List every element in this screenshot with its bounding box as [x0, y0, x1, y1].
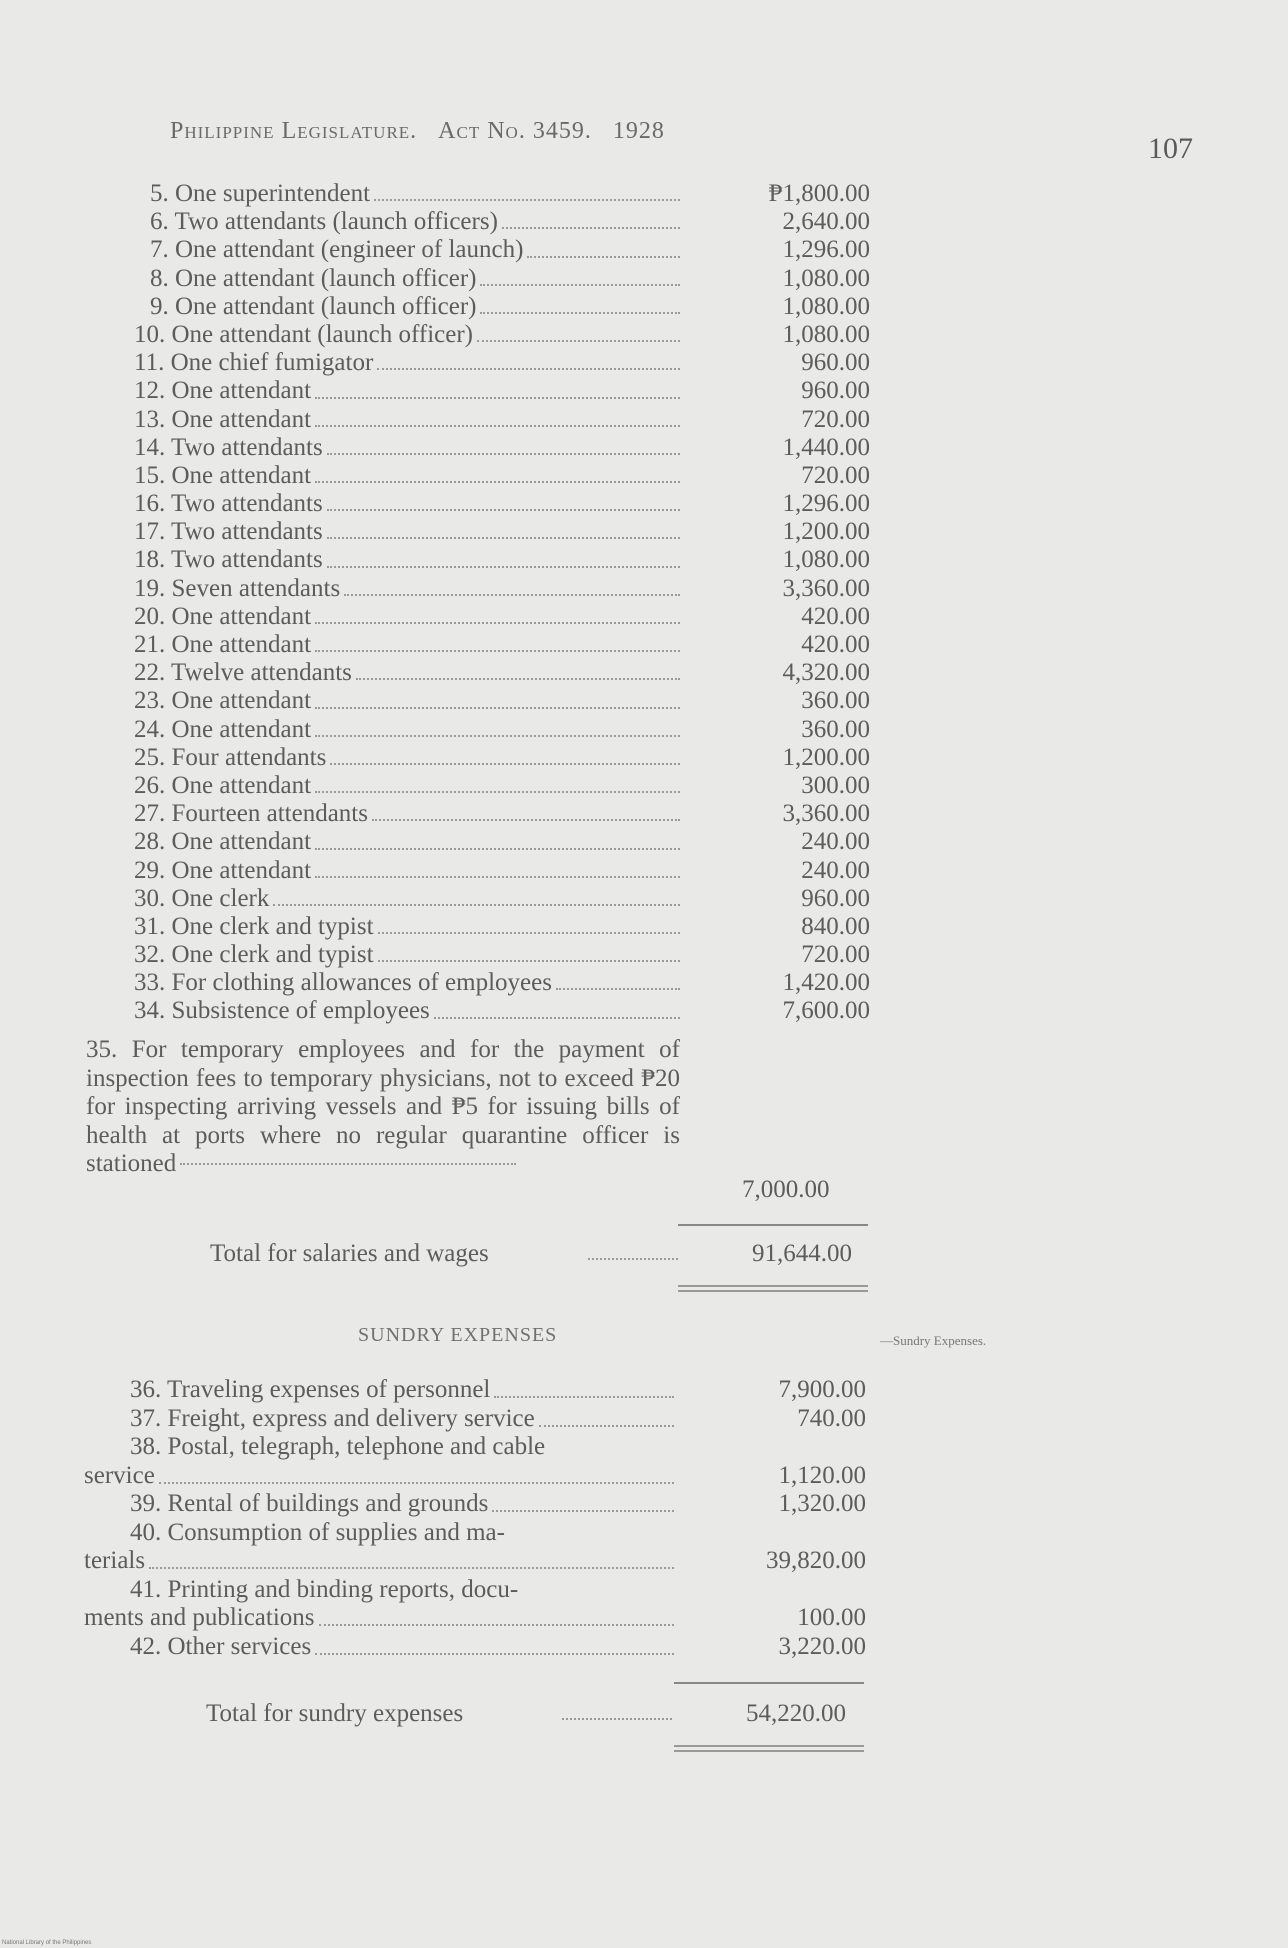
salary-row	[0, 800, 1288, 828]
sundry-label: service	[84, 1461, 155, 1489]
total-salaries-label: Total for salaries and wages	[210, 1240, 489, 1267]
salary-row	[0, 462, 1288, 490]
dot-leader	[327, 565, 680, 568]
sundry-label: ments and publications	[84, 1604, 315, 1631]
salary-row	[0, 518, 1288, 546]
dot-leader	[315, 396, 680, 399]
salary-row	[0, 885, 1288, 913]
salary-items-list	[0, 180, 1288, 1026]
dot-leader	[372, 818, 680, 821]
running-header	[170, 118, 665, 145]
salary-label: 33. For clothing allowances of employees	[134, 969, 552, 997]
salary-row	[0, 828, 1288, 856]
salary-label: 34. Subsistence of employees	[134, 997, 430, 1025]
dot-leader	[539, 1424, 674, 1427]
sundry-label: 40. Consumption of supplies and ma-	[130, 1518, 505, 1546]
salary-row	[0, 716, 1288, 744]
salary-label: 8. One attendant (launch officer)	[150, 264, 477, 292]
dot-leader	[315, 480, 680, 483]
sundry-label: terials	[84, 1547, 146, 1574]
dot-leader	[149, 1566, 674, 1569]
margin-note: —Sundry Expenses.	[880, 1333, 987, 1348]
sundry-label: 36. Traveling expenses of personnel	[130, 1376, 491, 1403]
item-35-amount: 7,000.00	[742, 1176, 830, 1203]
salary-row	[0, 406, 1288, 434]
salary-amount: 1,080.00	[782, 320, 870, 348]
header-act: Act No. 3459.	[438, 118, 592, 144]
salary-amount: 1,296.00	[782, 236, 870, 264]
sundry-label: 37. Freight, express and delivery service	[130, 1404, 535, 1432]
dot-leader	[502, 226, 680, 229]
dot-leader	[494, 1395, 674, 1398]
salary-amount: 240.00	[801, 856, 870, 884]
dot-leader	[480, 283, 680, 286]
salary-row	[0, 603, 1288, 631]
total-sundry-label: Total for sundry expenses	[206, 1700, 464, 1727]
salary-label: 16. Two attendants	[134, 490, 323, 518]
salary-amount: 720.00	[801, 941, 870, 969]
header-title: Philippine Legislature.	[170, 118, 418, 144]
salary-row	[0, 913, 1288, 941]
dot-leader	[315, 621, 680, 624]
salary-row	[0, 434, 1288, 462]
salary-label: 31. One clerk and typist	[134, 912, 374, 940]
dot-leader	[273, 903, 680, 906]
salary-row	[0, 180, 1288, 208]
sundry-subtotal-rule	[674, 1682, 864, 1684]
salary-row	[0, 490, 1288, 518]
salary-row	[0, 687, 1288, 715]
salary-label: 24. One attendant	[134, 715, 312, 743]
dot-leader	[327, 452, 680, 455]
item-35-paragraph	[86, 1036, 680, 1179]
salary-label: 29. One attendant	[134, 856, 312, 884]
salary-row	[0, 575, 1288, 603]
salary-amount: 3,360.00	[782, 800, 870, 828]
dot-leader	[315, 1652, 674, 1655]
salary-row	[0, 997, 1288, 1025]
header-year: 1928	[612, 118, 665, 144]
dot-leader	[527, 255, 680, 258]
dot-leader	[319, 1623, 674, 1626]
salary-amount: 960.00	[801, 349, 870, 377]
salary-row	[0, 772, 1288, 800]
dot-leader	[315, 734, 680, 737]
salary-label: 28. One attendant	[134, 828, 312, 856]
salary-amount: 840.00	[801, 912, 870, 940]
page-number: 107	[1148, 132, 1193, 165]
salary-label: 14. Two attendants	[134, 433, 323, 461]
salary-row	[0, 941, 1288, 969]
salary-amount: 420.00	[801, 631, 870, 658]
dot-leader	[378, 959, 680, 962]
total-salaries-leader	[588, 1258, 678, 1260]
salary-amount: 1,440.00	[782, 433, 870, 461]
total-sundry-amount: 54,220.00	[746, 1700, 846, 1727]
salary-amount: 720.00	[801, 405, 870, 433]
salary-amount: 960.00	[801, 884, 870, 912]
dot-leader	[327, 508, 680, 511]
dot-leader	[492, 1509, 674, 1512]
sundry-amount: 1,320.00	[778, 1490, 866, 1517]
salary-amount: 960.00	[801, 377, 870, 405]
salary-label: 18. Two attendants	[134, 546, 323, 574]
salary-amount: 1,080.00	[782, 292, 870, 320]
item-35-text: 35. For temporary employees and for the payment of inspection fees to temporary physicians, not to exceed ₱20 for inspecting arriving vessels and ₱5 for issuing bills of health at ports where no regular quarantine officer is stationed	[86, 1036, 680, 1177]
salary-row	[0, 969, 1288, 997]
salary-amount: 420.00	[801, 602, 870, 630]
salary-label: 11. One chief fumigator	[134, 349, 374, 377]
salary-row	[0, 321, 1288, 349]
footer-credit: National Library of the Philippines	[2, 1940, 92, 1946]
sundry-amount: 39,820.00	[766, 1547, 866, 1574]
total-salaries-amount: 91,644.00	[752, 1240, 852, 1267]
dot-leader	[378, 931, 680, 934]
sundry-label: 42. Other services	[130, 1632, 312, 1660]
salary-amount: ₱1,800.00	[768, 180, 870, 207]
salary-label: 12. One attendant	[134, 377, 312, 405]
salary-row	[0, 546, 1288, 574]
dot-leader	[356, 677, 680, 680]
salary-amount: 2,640.00	[782, 208, 870, 236]
dot-leader	[434, 1016, 680, 1019]
salary-row	[0, 349, 1288, 377]
salary-label: 22. Twelve attendants	[134, 659, 352, 687]
salary-amount: 720.00	[801, 461, 870, 489]
salary-amount: 1,080.00	[782, 546, 870, 574]
sundry-amount: 740.00	[797, 1404, 866, 1432]
dot-leader	[315, 424, 680, 427]
salary-row	[0, 208, 1288, 236]
dot-leader	[480, 311, 680, 314]
salary-amount: 1,296.00	[782, 490, 870, 518]
salary-amount: 7,600.00	[782, 997, 870, 1025]
dot-leader	[344, 593, 680, 596]
sundry-label: 39. Rental of buildings and grounds	[130, 1490, 489, 1517]
dot-leader	[377, 367, 680, 370]
salary-row	[0, 236, 1288, 264]
salary-row	[0, 293, 1288, 321]
salary-label: 17. Two attendants	[134, 518, 323, 546]
salary-label: 32. One clerk and typist	[134, 941, 374, 969]
salary-label: 7. One attendant (engineer of launch)	[150, 236, 524, 264]
salary-label: 30. One clerk	[134, 884, 270, 912]
dot-leader	[315, 875, 680, 878]
salary-amount: 1,200.00	[782, 518, 870, 546]
sundry-amount: 1,120.00	[778, 1461, 866, 1489]
salary-label: 5. One superintendent	[150, 180, 371, 207]
sundry-amount: 100.00	[797, 1604, 866, 1631]
salary-row	[0, 377, 1288, 405]
dot-leader	[315, 649, 680, 652]
salary-label: 20. One attendant	[134, 602, 312, 630]
salary-amount: 240.00	[801, 828, 870, 856]
salary-label: 13. One attendant	[134, 405, 312, 433]
salary-amount: 3,360.00	[782, 574, 870, 602]
sundry-double-rule	[674, 1745, 864, 1752]
sundry-amount: 3,220.00	[778, 1632, 866, 1660]
salary-label: 19. Seven attendants	[134, 574, 341, 602]
dot-leader	[327, 536, 680, 539]
salary-row	[0, 659, 1288, 687]
salary-amount: 4,320.00	[782, 659, 870, 687]
salary-row	[0, 265, 1288, 293]
salary-label: 21. One attendant	[134, 631, 312, 658]
dot-leader	[315, 790, 680, 793]
salary-row	[0, 631, 1288, 659]
dot-leader	[477, 339, 680, 342]
sundry-label: 38. Postal, telegraph, telephone and cable	[130, 1433, 546, 1460]
dot-leader	[556, 987, 680, 990]
salary-label: 15. One attendant	[134, 461, 312, 489]
dot-leader	[330, 762, 680, 765]
salary-amount: 300.00	[801, 771, 870, 799]
salary-label: 10. One attendant (launch officer)	[134, 320, 473, 348]
salary-label: 6. Two attendants (launch officers)	[150, 208, 498, 236]
salary-label: 27. Fourteen attendants	[134, 800, 368, 828]
salary-amount: 360.00	[801, 715, 870, 743]
sundry-section-title: SUNDRY EXPENSES	[358, 1324, 558, 1346]
dot-leader	[315, 706, 680, 709]
salary-amount: 1,420.00	[782, 969, 870, 997]
dot-leader	[315, 847, 680, 850]
salary-label: 25. Four attendants	[134, 743, 327, 771]
salary-amount: 1,200.00	[782, 743, 870, 771]
total-double-rule	[678, 1285, 868, 1292]
sundry-amount: 7,900.00	[778, 1376, 866, 1403]
total-sundry-leader	[562, 1718, 672, 1720]
salary-row	[0, 857, 1288, 885]
salary-label: 23. One attendant	[134, 687, 312, 715]
dot-leader	[374, 198, 680, 201]
salary-amount: 360.00	[801, 687, 870, 715]
salary-amount: 1,080.00	[782, 264, 870, 292]
salary-label: 26. One attendant	[134, 771, 312, 799]
salary-row	[0, 744, 1288, 772]
sundry-label: 41. Printing and binding reports, docu-	[130, 1575, 519, 1603]
salary-label: 9. One attendant (launch officer)	[150, 292, 477, 320]
dot-leader	[159, 1481, 674, 1484]
subtotal-rule	[678, 1224, 868, 1226]
